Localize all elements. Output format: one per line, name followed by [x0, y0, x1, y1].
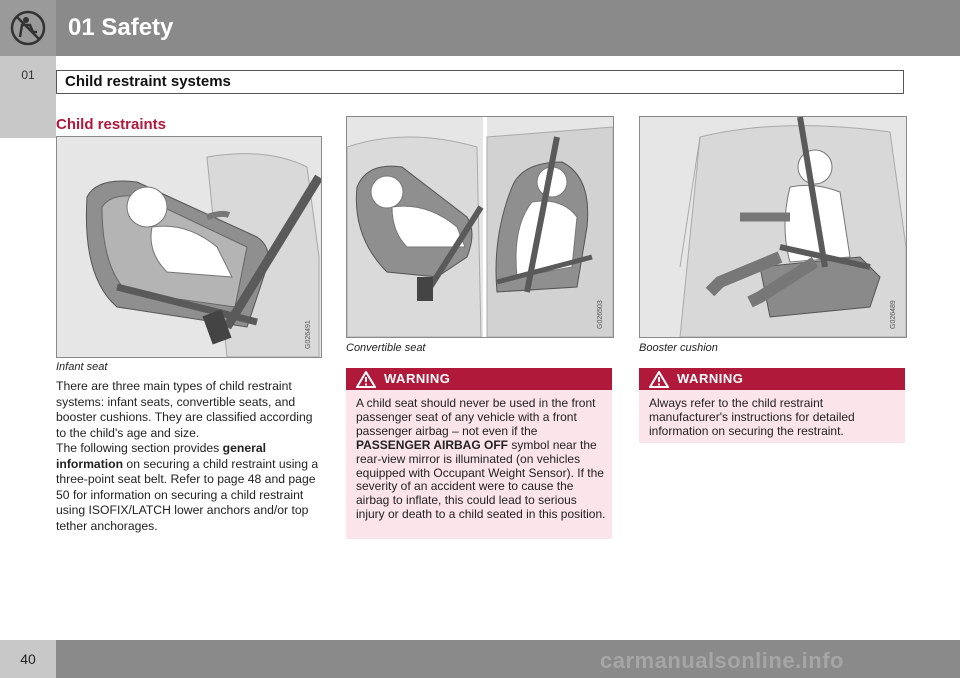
warning-box: [346, 368, 612, 539]
paragraph-bold-text: general information: [56, 441, 267, 471]
general-info-paragraph: [56, 441, 324, 535]
section-title: Child restraint systems: [65, 73, 231, 90]
warning-text-part: A child seat should never be used in the front passenger seat of any vehicle with a front passenger airbag – not even if the: [356, 396, 596, 438]
paragraph-text: on securing a child restraint using a three-point seat belt. Refer to page 48 and page 50 for information on securing a child restraint using ISOFIX/LATCH lower anchors and/or top tether anchorages.: [56, 456, 319, 533]
figure-code: G026503: [597, 300, 604, 329]
chapter-number: 01: [21, 68, 35, 82]
figure-code: G026489: [890, 300, 897, 329]
booster-cushion-illustration: [639, 116, 907, 338]
warning-label: WARNING: [677, 371, 744, 386]
warning-header: [639, 368, 905, 390]
figure-caption: Convertible seat: [346, 342, 426, 354]
warning-label: WARNING: [384, 371, 451, 386]
warning-triangle-icon: [356, 371, 376, 388]
warning-box: [639, 368, 905, 443]
subheading: Child restraints: [56, 116, 167, 133]
warning-header: [346, 368, 612, 390]
page-number: 40: [20, 651, 36, 667]
warning-triangle-icon: [649, 371, 669, 388]
warning-text-part: symbol near the rear-view mirror is illuminated (on vehicles equipped with Occupant Weight Sensor). If the severity of an accident were to cause the airbag to inflate, this could lead to serious injury or death to a child seated in this position.: [356, 437, 606, 522]
warning-bold-text: PASSENGER AIRBAG OFF: [356, 437, 509, 452]
figure-caption: Infant seat: [56, 361, 108, 373]
warning-text: Always refer to the child restraint manufacturer's instructions for detailed information on securing the restraint.: [649, 396, 855, 438]
warning-text: [356, 397, 608, 522]
paragraph-text: The following section provides: [56, 441, 223, 455]
chapter-title: 01 Safety: [68, 14, 174, 41]
figure-code: G026491: [305, 320, 312, 349]
no-airbag-child-icon: [10, 10, 46, 46]
watermark: carmanualsonline.info: [600, 648, 844, 673]
figure-caption: Booster cushion: [639, 342, 718, 354]
chapter-icon-box: [0, 0, 56, 56]
intro-paragraph: There are three main types of child restraint systems: infant seats, convertible seats, and booster cushions. They are classified according to the child's age and size.: [56, 379, 313, 440]
convertible-seat-illustration: [346, 116, 614, 338]
infant-seat-illustration: [56, 136, 322, 358]
section-header: [56, 70, 904, 94]
